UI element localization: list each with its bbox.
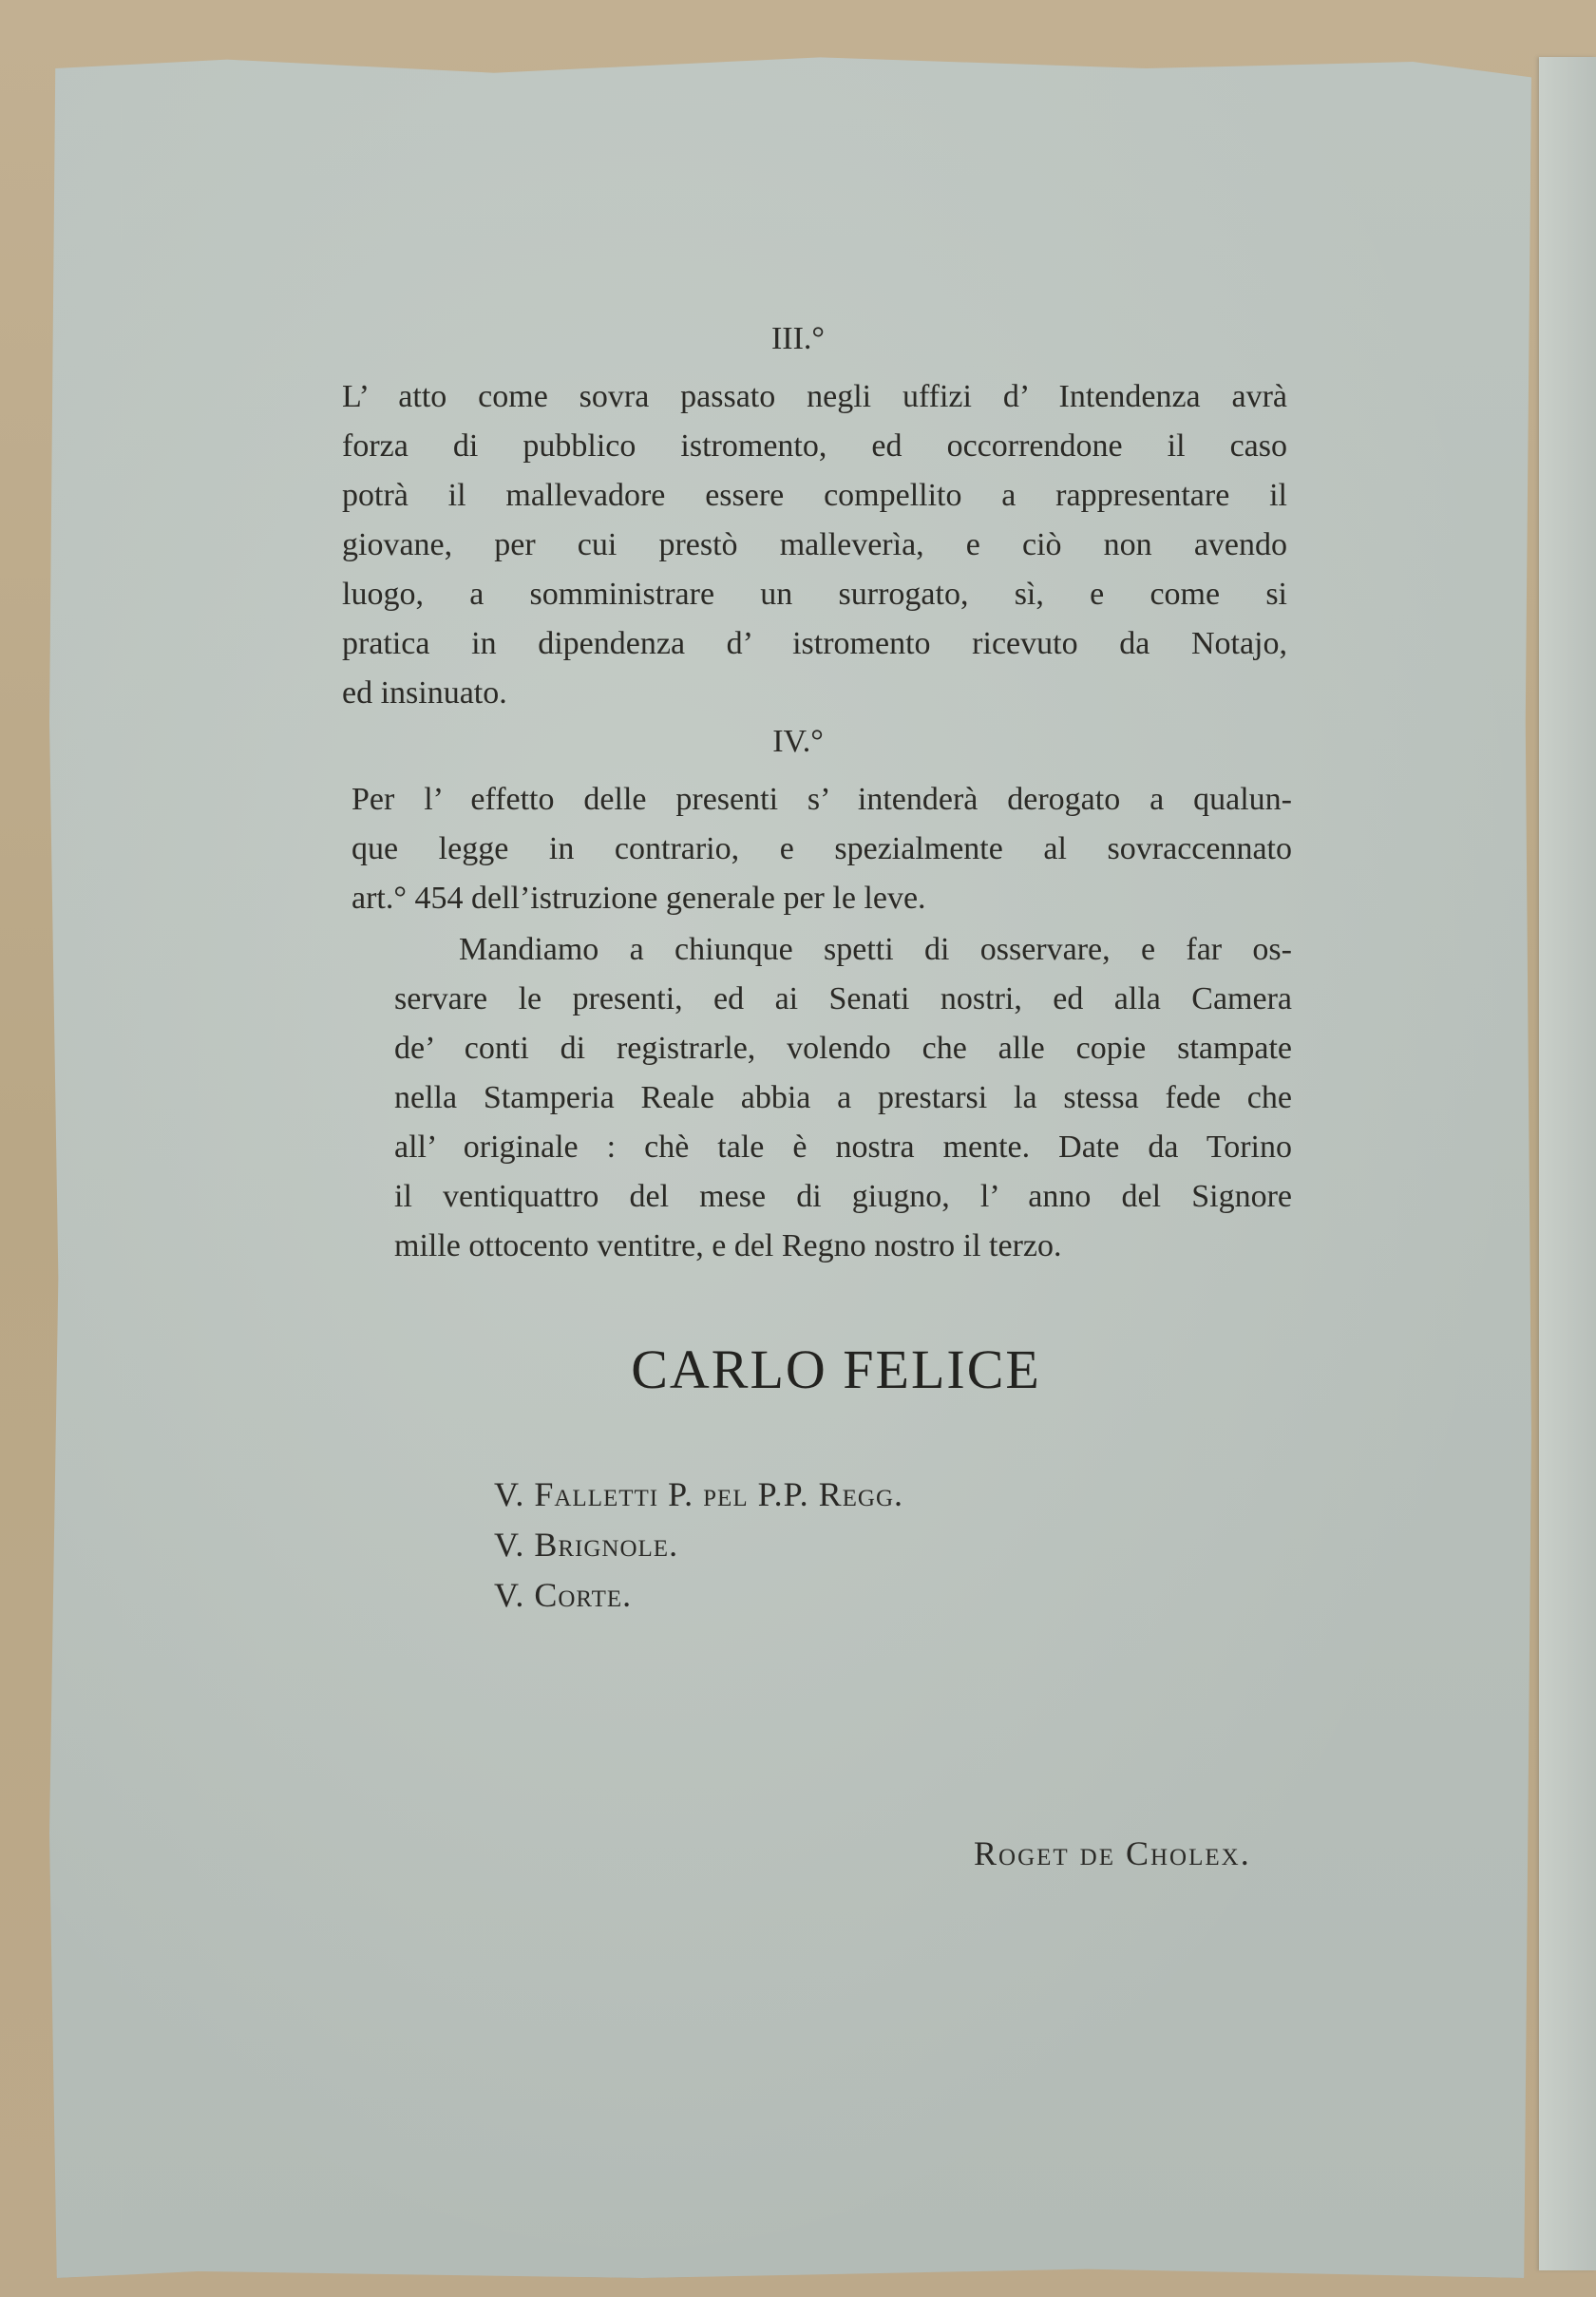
paragraph-line: Mandiamo a chiunque spetti di osservare, e far os- [459, 932, 1292, 967]
paragraph-line: giovane, per cui prestò malleverìa, e ciò non avendo [342, 527, 1287, 562]
minister-signature: Roget de Cholex. [974, 1834, 1251, 1872]
paragraph-line: pratica in dipendenza d’ istromento ricevuto da Notajo, [342, 626, 1287, 661]
paragraph-line: Per l’ effetto delle presenti s’ intenderà derogato a qualun- [352, 782, 1292, 817]
paragraph-line: all’ originale : chè tale è nostra mente. Date da Torino [394, 1130, 1292, 1165]
paragraph-line: il ventiquattro del mese di giugno, l’ anno del Signore [394, 1179, 1292, 1214]
closing-paragraph [394, 925, 1292, 1271]
section-iii-paragraph [342, 372, 1287, 718]
adjacent-page-edge [1539, 57, 1596, 2270]
section-iv-paragraph [352, 775, 1292, 923]
section-heading-iii: III.° [770, 321, 826, 356]
paragraph-line: mille ottocento ventitre, e del Regno nostro il terzo. [394, 1228, 1062, 1263]
countersignature-corte: V. Corte. [494, 1576, 633, 1614]
countersignature-falletti: V. Falletti P. pel P.P. Regg. [494, 1475, 904, 1513]
paragraph-line: que legge in contrario, e spezialmente al sovraccennato [352, 831, 1292, 866]
paragraph-line: forza di pubblico istromento, ed occorrendone il caso [342, 428, 1287, 464]
countersignature-brignole: V. Brignole. [494, 1526, 679, 1564]
royal-signature: CARLO FELICE [631, 1338, 1041, 1400]
section-heading-iv: IV.° [772, 724, 824, 759]
paragraph-line: art.° 454 dell’istruzione generale per le leve. [352, 881, 926, 916]
paragraph-line: L’ atto come sovra passato negli uffizi d’ Intendenza avrà [342, 379, 1287, 414]
paragraph-line: nella Stamperia Reale abbia a prestarsi la stessa fede che [394, 1080, 1292, 1115]
paragraph-line: servare le presenti, ed ai Senati nostri, ed alla Camera [394, 981, 1292, 1016]
paragraph-line: potrà il mallevadore essere compellito a rappresentare il [342, 478, 1287, 513]
paragraph-line: ed insinuato. [342, 675, 507, 711]
paragraph-line: de’ conti di registrarle, volendo che alle copie stampate [394, 1031, 1292, 1066]
paragraph-line: luogo, a somministrare un surrogato, sì, e come si [342, 577, 1287, 612]
